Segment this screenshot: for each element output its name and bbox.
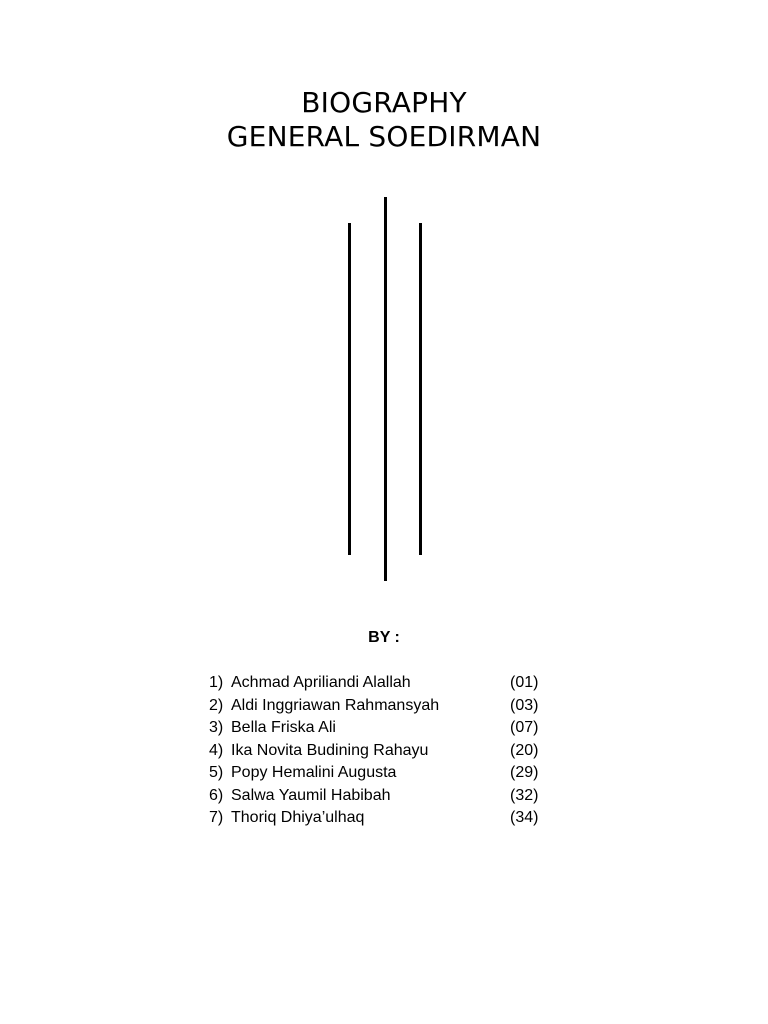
member-name: Salwa Yaumil Habibah bbox=[231, 786, 391, 804]
member-name: Aldi Inggriawan Rahmansyah bbox=[231, 696, 440, 714]
member-number: 2) bbox=[209, 696, 224, 714]
member-name: Achmad Apriliandi Alallah bbox=[231, 674, 411, 691]
member-name: Thoriq Dhiya’ulhaq bbox=[231, 809, 365, 826]
member-number: 7) bbox=[209, 809, 224, 826]
member-number: 3) bbox=[209, 719, 224, 736]
by-label: BY : bbox=[368, 629, 400, 646]
member-id: (07) bbox=[510, 719, 539, 736]
member-list bbox=[209, 672, 549, 830]
member-id: (34) bbox=[510, 809, 539, 826]
member-id: (20) bbox=[510, 741, 539, 759]
list-item bbox=[209, 807, 549, 830]
decorative-line-right bbox=[419, 223, 422, 555]
member-name: Bella Friska Ali bbox=[231, 719, 336, 736]
list-item bbox=[209, 672, 549, 695]
list-item bbox=[209, 695, 549, 718]
list-item bbox=[209, 762, 549, 785]
member-number: 1) bbox=[209, 674, 224, 691]
list-item bbox=[209, 740, 549, 763]
member-number: 6) bbox=[209, 786, 224, 804]
member-name: Ika Novita Budining Rahayu bbox=[231, 741, 429, 759]
member-id: (03) bbox=[510, 696, 539, 714]
title-line-biography: BIOGRAPHY bbox=[301, 86, 467, 119]
member-id: (32) bbox=[510, 786, 539, 804]
list-item bbox=[209, 785, 549, 808]
member-id: (01) bbox=[510, 674, 539, 691]
decorative-line-center bbox=[384, 197, 387, 581]
member-number: 5) bbox=[209, 764, 224, 781]
list-item bbox=[209, 717, 549, 740]
decorative-line-left bbox=[348, 223, 351, 555]
document-title bbox=[0, 86, 768, 154]
member-id: (29) bbox=[510, 764, 539, 781]
title-line-subject: GENERAL SOEDIRMAN bbox=[226, 120, 542, 153]
member-name: Popy Hemalini Augusta bbox=[231, 764, 397, 781]
member-number: 4) bbox=[209, 741, 224, 759]
